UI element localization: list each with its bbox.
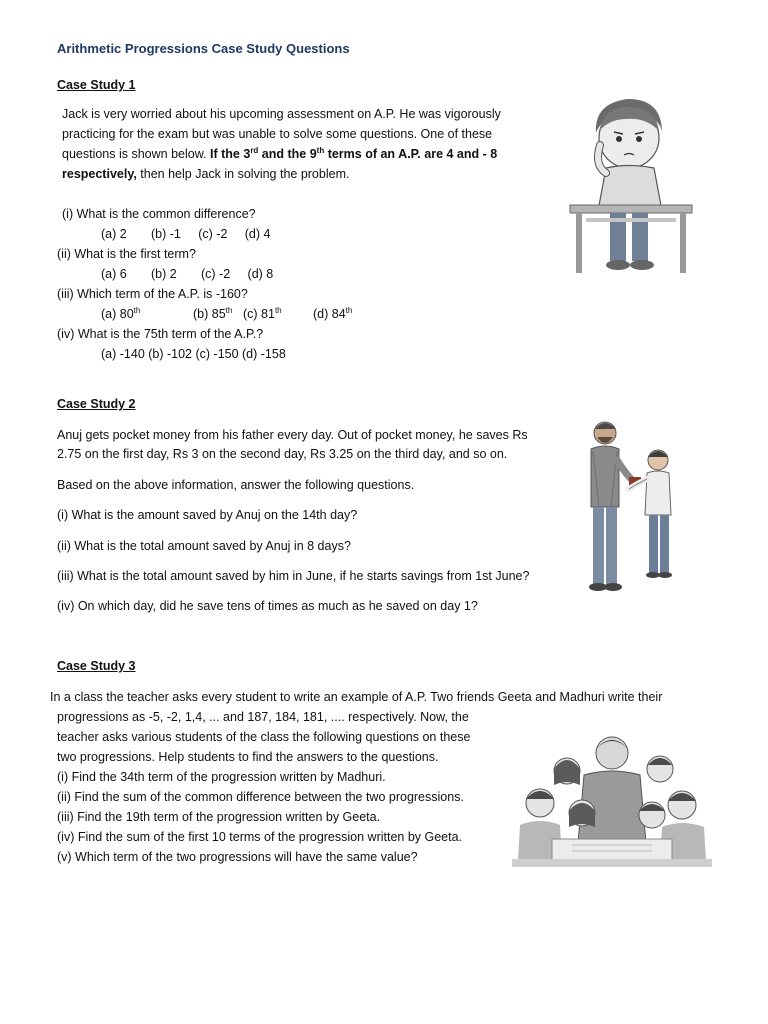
- teacher-with-students-illustration: [512, 733, 712, 868]
- case1-paragraph-line-2: practicing for the exam but was unable to solve some questions. One of these: [62, 127, 493, 141]
- case2-paragraph-line-1: Anuj gets pocket money from his father every day. Out of pocket money, he saves Rs: [57, 428, 528, 442]
- case1-question-3-option-d: (d) 84th: [313, 305, 353, 321]
- case1-question-3: (iii) Which term of the A.P. is -160?: [57, 287, 248, 301]
- case1-question-2: (ii) What is the first term?: [57, 247, 196, 261]
- case2-question-4: (iv) On which day, did he save tens of times as much as he saved on day 1?: [57, 599, 478, 613]
- case1-question-3-option-a: (a) 80th: [101, 305, 141, 321]
- case-study-1-heading: Case Study 1: [57, 78, 136, 92]
- case3-question-2: (ii) Find the sum of the common difference between the two progressions.: [57, 790, 464, 804]
- case1-question-1-options: (a) 2 (b) -1 (c) -2 (d) 4: [101, 227, 271, 241]
- case-study-2-heading: Case Study 2: [57, 397, 136, 411]
- case2-question-1: (i) What is the amount saved by Anuj on the 14th day?: [57, 508, 358, 522]
- case1-question-4: (iv) What is the 75th term of the A.P.?: [57, 327, 264, 341]
- case1-paragraph-line-1: Jack is very worried about his upcoming assessment on A.P. He was vigorously: [62, 107, 501, 121]
- boy-at-desk-illustration: [566, 93, 696, 278]
- case1-paragraph-line-4: respectively, then help Jack in solving the problem.: [62, 167, 350, 181]
- case1-paragraph-line-3: questions is shown below. If the 3rd and the 9th terms of an A.P. are 4 and - 8: [62, 145, 498, 161]
- case3-paragraph-line-1: In a class the teacher asks every student to write an example of A.P. Two friends Geeta and Madhuri write their: [50, 690, 663, 704]
- father-and-son-illustration: [573, 415, 688, 595]
- case3-question-1: (i) Find the 34th term of the progression written by Madhuri.: [57, 770, 386, 784]
- case2-paragraph-line-3: Based on the above information, answer the following questions.: [57, 478, 415, 492]
- case-study-3-heading: Case Study 3: [57, 659, 136, 673]
- case1-question-2-options: (a) 6 (b) 2 (c) -2 (d) 8: [101, 267, 274, 281]
- case3-paragraph-line-4: two progressions. Help students to find the answers to the questions.: [57, 750, 439, 764]
- case3-question-5: (v) Which term of the two progressions will have the same value?: [57, 850, 418, 864]
- case3-question-3: (iii) Find the 19th term of the progression written by Geeta.: [57, 810, 381, 824]
- case1-question-3-option-c: (c) 81th: [243, 305, 282, 321]
- case2-question-2: (ii) What is the total amount saved by Anuj in 8 days?: [57, 539, 351, 553]
- case3-paragraph-line-2: progressions as -5, -2, 1,4, ... and 187, 184, 181, .... respectively. Now, the: [57, 710, 469, 724]
- case3-question-4: (iv) Find the sum of the first 10 terms of the progression written by Geeta.: [57, 830, 463, 844]
- case1-question-3-option-b: (b) 85th: [193, 305, 233, 321]
- page-title: Arithmetic Progressions Case Study Questions: [57, 41, 350, 56]
- case3-paragraph-line-3: teacher asks various students of the class the following questions on these: [57, 730, 471, 744]
- case2-paragraph-line-2: 2.75 on the first day, Rs 3 on the second day, Rs 3.25 on the third day, and so on.: [57, 447, 508, 461]
- case1-question-4-options: (a) -140 (b) -102 (c) -150 (d) -158: [101, 347, 286, 361]
- case2-question-3: (iii) What is the total amount saved by him in June, if he starts savings from 1st June?: [57, 569, 530, 583]
- case1-question-1: (i) What is the common difference?: [62, 207, 256, 221]
